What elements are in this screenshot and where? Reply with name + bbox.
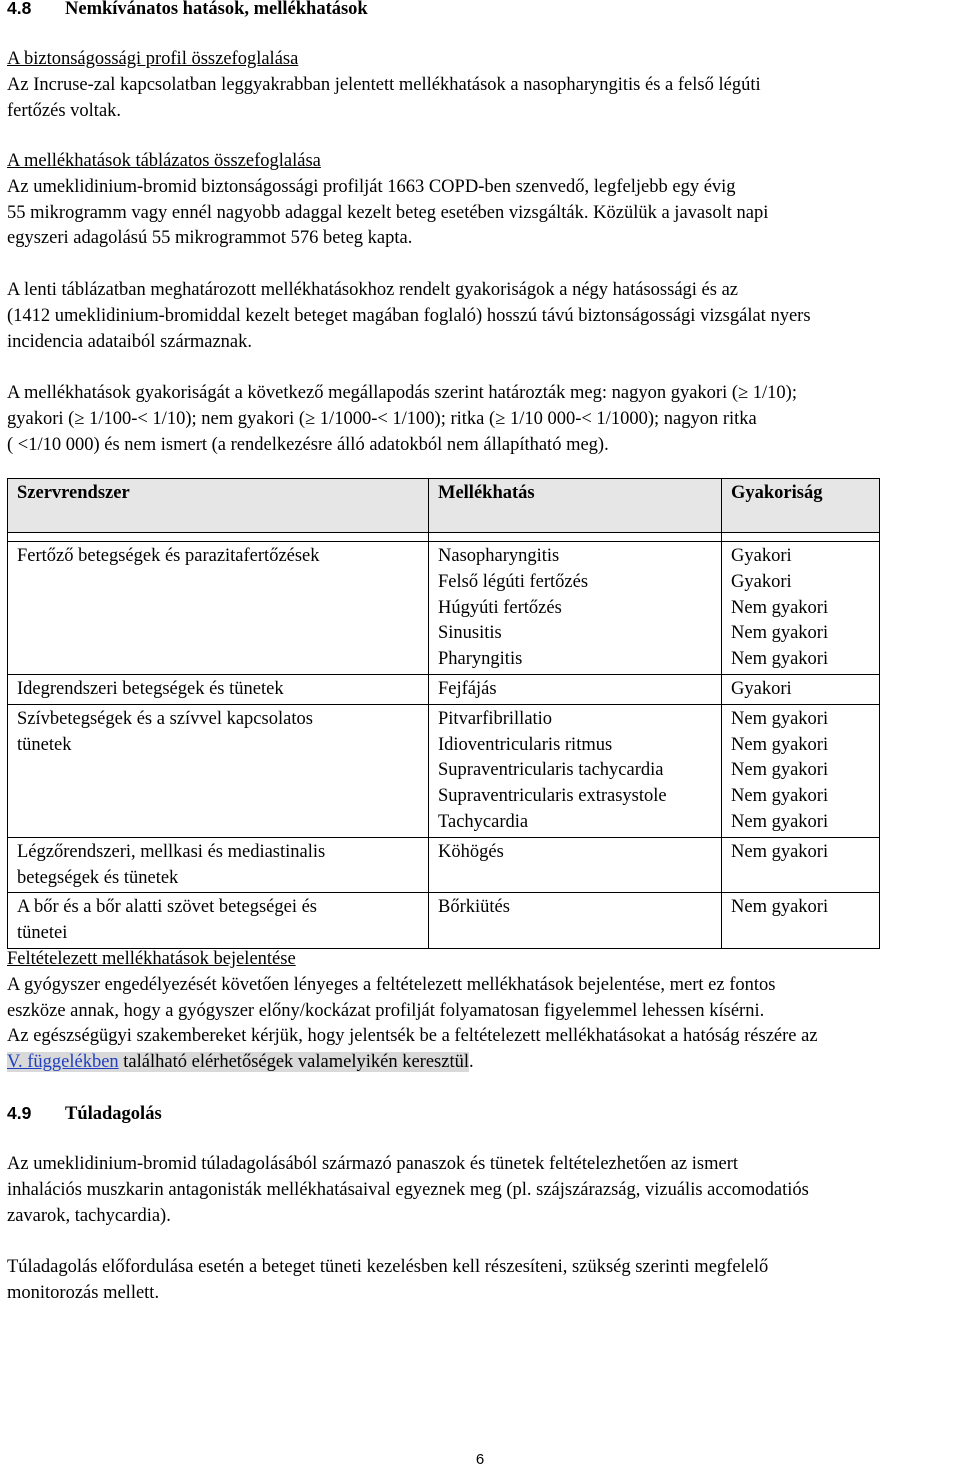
adverse-reaction-text: Idioventricularis ritmus xyxy=(438,734,613,755)
tabular-summary-heading: A mellékhatások táblázatos összefoglalása xyxy=(7,151,321,171)
overdose-paragraph-2 xyxy=(7,1255,957,1307)
frequency-text: Gyakori xyxy=(731,546,792,566)
section-4-9-heading xyxy=(7,1101,957,1127)
tabular-summary-line: 55 mikrogramm vagy ennél nagyobb adaggal kezelt beteg esetében vizsgálták. Közülük a javasolt napi xyxy=(7,202,769,223)
reporting-link-line xyxy=(7,1050,957,1076)
highlighted-text xyxy=(7,1052,469,1072)
adverse-reaction-text: Tachycardia xyxy=(438,811,529,832)
adverse-reaction-text: Fejfájás xyxy=(438,678,497,699)
safety-profile-heading: A biztonságossági profil összefoglalása xyxy=(7,49,299,69)
adverse-reaction-text: Bőrkiütés xyxy=(438,897,510,918)
system-organ-class-cell xyxy=(8,674,429,704)
paragraph-line: A lenti táblázatban meghatározott mellékhatásokhoz rendelt gyakoriságok a négy hatásossági és az xyxy=(7,280,739,300)
paragraph-line: incidencia adataiból származnak. xyxy=(7,331,252,352)
adverse-reaction-text: Köhögés xyxy=(438,841,504,862)
tabular-summary-line: egyszeri adagolású 55 mikrogrammot 576 beteg kapta. xyxy=(7,228,413,249)
adverse-reaction-cell xyxy=(429,704,722,837)
adverse-reaction-text: Húgyúti fertőzés xyxy=(438,597,562,618)
frequency-text: Nem gyakori xyxy=(731,786,829,807)
tabular-summary-section xyxy=(7,149,957,252)
adverse-reactions-table xyxy=(7,478,880,949)
system-organ-class-text: A bőr és a bőr alatti szövet betegségei és xyxy=(17,897,318,918)
header-system-organ-class: Szervrendszer xyxy=(8,479,429,533)
frequency-text: Nem gyakori xyxy=(731,597,829,618)
reporting-heading: Feltételezett mellékhatások bejelentése xyxy=(7,949,296,969)
adverse-reaction-text: Felső légúti fertőzés xyxy=(438,571,589,592)
adverse-reaction-text: Nasopharyngitis xyxy=(438,546,560,566)
frequency-cell xyxy=(722,674,880,704)
table-row xyxy=(8,837,880,893)
paragraph-line: (1412 umeklidinium-bromiddal kezelt beteget magában foglaló) hosszú távú biztonságossági vizsgálat nyers xyxy=(7,305,811,326)
frequency-cell xyxy=(722,704,880,837)
adverse-reaction-text: Pharyngitis xyxy=(438,649,523,670)
system-organ-class-cell xyxy=(8,542,429,675)
system-organ-class-text: Légzőrendszeri, mellkasi és mediastinalis xyxy=(17,841,326,862)
system-organ-class-text: betegségek és tünetek xyxy=(17,867,179,888)
adverse-reaction-cell xyxy=(429,542,722,675)
reporting-after-link: található elérhetőségek valamelyikén keresztül xyxy=(118,1052,469,1073)
frequency-text: Nem gyakori xyxy=(731,623,829,644)
table-header-row xyxy=(8,479,880,533)
section-title: Túladagolás xyxy=(65,1104,162,1124)
adverse-reaction-text: Sinusitis xyxy=(438,623,502,644)
adverse-reaction-text: Supraventricularis extrasystole xyxy=(438,786,667,807)
adverse-reaction-text: Supraventricularis tachycardia xyxy=(438,760,664,781)
frequency-text: Gyakori xyxy=(731,678,792,699)
system-organ-class-text: Idegrendszeri betegségek és tünetek xyxy=(17,678,284,699)
system-organ-class-text: tünetei xyxy=(17,923,68,944)
paragraph-line: monitorozás mellett. xyxy=(7,1282,160,1303)
system-organ-class-text: tünetek xyxy=(17,734,72,755)
section-number: 4.8 xyxy=(7,0,32,18)
adverse-reaction-cell xyxy=(429,837,722,893)
frequency-paragraph xyxy=(7,381,957,458)
reporting-line: eszköze annak, hogy a gyógyszer előny/kockázat profilját folyamatosan figyelemmel lehessen kísérni. xyxy=(7,1000,765,1021)
frequency-text: Nem gyakori xyxy=(731,708,829,729)
adverse-reaction-cell xyxy=(429,674,722,704)
reporting-section xyxy=(7,947,957,1076)
safety-profile-section xyxy=(7,47,957,124)
frequency-text: Nem gyakori xyxy=(731,841,829,862)
reporting-line: A gyógyszer engedélyezését követően lényeges a feltételezett mellékhatások bejelentése, mert ez fontos xyxy=(7,974,776,995)
section-4-8-heading xyxy=(7,0,957,22)
table-row xyxy=(8,674,880,704)
system-organ-class-text: Szívbetegségek és a szívvel kapcsolatos xyxy=(17,708,313,729)
paragraph-line: zavarok, tachycardia). xyxy=(7,1205,171,1226)
appendix-v-link[interactable]: V. függelékben xyxy=(7,1052,119,1073)
header-adverse-reaction: Mellékhatás xyxy=(429,479,722,533)
frequency-cell xyxy=(722,893,880,949)
frequency-text: Gyakori xyxy=(731,571,792,592)
paragraph-line: gyakori (≥ 1/100-< 1/10); nem gyakori (≥ 1/1000-< 1/100); ritka (≥ 1/10 000-< 1/1000); nagyon ritka xyxy=(7,408,757,429)
safety-profile-line: Az Incruse-zal kapcsolatban leggyakrabban jelentett mellékhatások a nasopharyngitis és a felső légúti xyxy=(7,74,761,95)
safety-profile-line: fertőzés voltak. xyxy=(7,100,122,121)
reporting-period: . xyxy=(469,1052,474,1073)
table-row xyxy=(8,542,880,675)
frequency-cell xyxy=(722,542,880,675)
page-number: 6 xyxy=(475,1451,485,1468)
system-organ-class-text: Fertőző betegségek és parazitafertőzések xyxy=(17,546,320,566)
source-paragraph xyxy=(7,278,957,355)
section-title: Nemkívánatos hatások, mellékhatások xyxy=(65,0,368,19)
adverse-reaction-cell xyxy=(429,893,722,949)
table-body xyxy=(8,533,880,949)
table-row xyxy=(8,893,880,949)
frequency-text: Nem gyakori xyxy=(731,897,829,918)
frequency-text: Nem gyakori xyxy=(731,649,829,670)
tabular-summary-line: Az umeklidinium-bromid biztonságossági profilját 1663 COPD-ben szenvedő, legfeljebb egy évig xyxy=(7,176,736,197)
frequency-text: Nem gyakori xyxy=(731,734,829,755)
paragraph-line: inhalációs muszkarin antagonisták mellékhatásaival egyeznek meg (pl. szájszárazság, vizuális accomodatiós xyxy=(7,1179,809,1200)
header-frequency: Gyakoriság xyxy=(722,479,880,533)
frequency-text: Nem gyakori xyxy=(731,811,829,832)
reporting-line: Az egészségügyi szakembereket kérjük, hogy jelentsék be a feltételezett mellékhatásokat a hatóság részére az xyxy=(7,1026,818,1047)
paragraph-line: Túladagolás előfordulása esetén a beteget tüneti kezelésben kell részesíteni, szükség szerinti megfelelő xyxy=(7,1257,769,1277)
frequency-text: Nem gyakori xyxy=(731,760,829,781)
paragraph-line: A mellékhatások gyakoriságát a következő megállapodás szerint határozták meg: nagyon gyakori (≥ 1/10); xyxy=(7,383,797,403)
system-organ-class-cell xyxy=(8,837,429,893)
overdose-paragraph-1 xyxy=(7,1152,957,1229)
system-organ-class-cell xyxy=(8,893,429,949)
paragraph-line: ( <1/10 000) és nem ismert (a rendelkezésre álló adatokból nem állapítható meg). xyxy=(7,434,609,455)
paragraph-line: Az umeklidinium-bromid túladagolásából származó panaszok és tünetek feltételezhetően az ismert xyxy=(7,1154,738,1174)
frequency-cell xyxy=(722,837,880,893)
adverse-reaction-text: Pitvarfibrillatio xyxy=(438,708,553,729)
system-organ-class-cell xyxy=(8,704,429,837)
table-row xyxy=(8,704,880,837)
section-number: 4.9 xyxy=(7,1103,32,1123)
